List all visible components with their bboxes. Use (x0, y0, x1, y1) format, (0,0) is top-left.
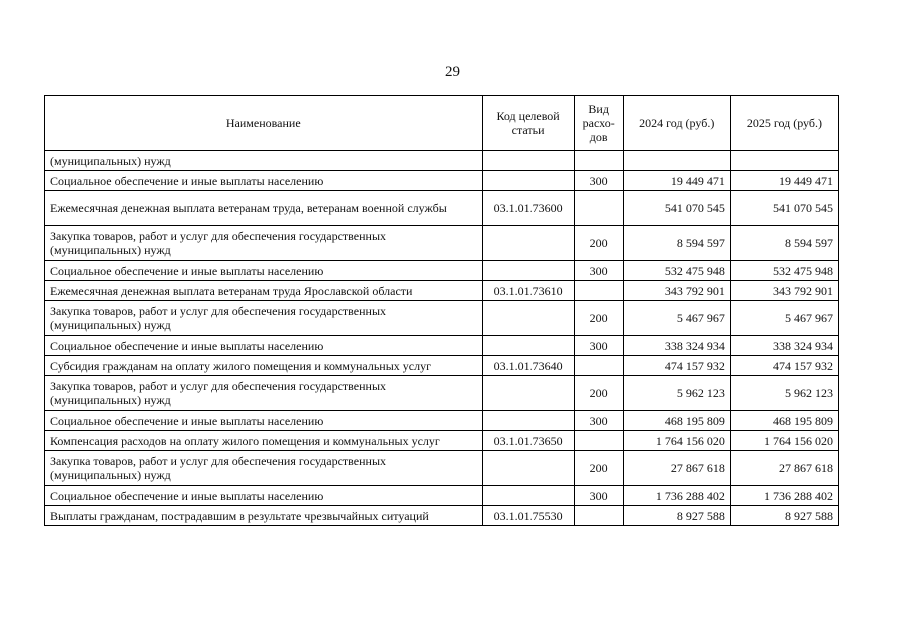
header-type: Вид расхо-дов (574, 96, 623, 151)
row-type: 300 (574, 171, 623, 191)
row-amount-2024: 5 962 123 (623, 376, 730, 411)
table-row (45, 171, 839, 191)
row-amount-2024: 5 467 967 (623, 301, 730, 336)
row-code (482, 486, 574, 506)
row-type: 300 (574, 486, 623, 506)
row-name: Компенсация расходов на оплату жилого помещения и коммунальных услуг (45, 431, 483, 451)
row-type: 300 (574, 336, 623, 356)
row-type (574, 506, 623, 526)
row-type (574, 151, 623, 171)
row-name: Социальное обеспечение и иные выплаты населению (45, 336, 483, 356)
row-code (482, 226, 574, 261)
row-type: 200 (574, 376, 623, 411)
table-header-row (45, 96, 839, 151)
row-amount-2024: 1 764 156 020 (623, 431, 730, 451)
row-code (482, 151, 574, 171)
row-type (574, 356, 623, 376)
table-row (45, 336, 839, 356)
row-amount-2025: 338 324 934 (730, 336, 838, 356)
header-code: Код целевой статьи (482, 96, 574, 151)
budget-table (44, 95, 839, 526)
table-row (45, 151, 839, 171)
row-name: Закупка товаров, работ и услуг для обеспечения государственных (муниципальных) нужд (45, 226, 483, 261)
row-type (574, 431, 623, 451)
row-name: Социальное обеспечение и иные выплаты населению (45, 411, 483, 431)
row-amount-2025: 474 157 932 (730, 356, 838, 376)
row-code (482, 171, 574, 191)
row-amount-2025: 8 927 588 (730, 506, 838, 526)
row-type (574, 191, 623, 226)
row-code (482, 411, 574, 431)
table-row (45, 486, 839, 506)
row-code: 03.1.01.73650 (482, 431, 574, 451)
row-amount-2025: 541 070 545 (730, 191, 838, 226)
table-row (45, 506, 839, 526)
header-year-2025: 2025 год (руб.) (730, 96, 838, 151)
row-name: Социальное обеспечение и иные выплаты населению (45, 171, 483, 191)
row-code (482, 336, 574, 356)
row-amount-2025: 1 764 156 020 (730, 431, 838, 451)
row-amount-2024: 343 792 901 (623, 281, 730, 301)
row-type: 200 (574, 451, 623, 486)
row-amount-2025: 27 867 618 (730, 451, 838, 486)
row-name: Закупка товаров, работ и услуг для обеспечения государственных (муниципальных) нужд (45, 301, 483, 336)
row-name: Социальное обеспечение и иные выплаты населению (45, 261, 483, 281)
header-name: Наименование (45, 96, 483, 151)
row-code (482, 261, 574, 281)
row-amount-2024: 474 157 932 (623, 356, 730, 376)
table-row (45, 431, 839, 451)
row-code (482, 451, 574, 486)
row-amount-2025: 532 475 948 (730, 261, 838, 281)
row-amount-2025: 5 467 967 (730, 301, 838, 336)
row-amount-2024: 19 449 471 (623, 171, 730, 191)
row-amount-2025: 19 449 471 (730, 171, 838, 191)
row-amount-2025: 5 962 123 (730, 376, 838, 411)
row-name: (муниципальных) нужд (45, 151, 483, 171)
row-amount-2025: 468 195 809 (730, 411, 838, 431)
row-type (574, 281, 623, 301)
row-amount-2025 (730, 151, 838, 171)
row-amount-2025: 343 792 901 (730, 281, 838, 301)
table-row (45, 356, 839, 376)
row-name: Ежемесячная денежная выплата ветеранам труда, ветеранам военной службы (45, 191, 483, 226)
row-name: Ежемесячная денежная выплата ветеранам труда Ярославской области (45, 281, 483, 301)
row-amount-2025: 1 736 288 402 (730, 486, 838, 506)
row-amount-2024: 541 070 545 (623, 191, 730, 226)
row-name: Закупка товаров, работ и услуг для обеспечения государственных (муниципальных) нужд (45, 376, 483, 411)
row-type: 300 (574, 261, 623, 281)
row-name: Выплаты гражданам, пострадавшим в результате чрезвычайных ситуаций (45, 506, 483, 526)
row-type: 200 (574, 301, 623, 336)
row-type: 200 (574, 226, 623, 261)
row-amount-2024: 338 324 934 (623, 336, 730, 356)
row-amount-2024: 532 475 948 (623, 261, 730, 281)
row-amount-2024: 1 736 288 402 (623, 486, 730, 506)
row-code: 03.1.01.73600 (482, 191, 574, 226)
table-row (45, 281, 839, 301)
table-row (45, 226, 839, 261)
table-row (45, 301, 839, 336)
table-row (45, 191, 839, 226)
row-code: 03.1.01.73640 (482, 356, 574, 376)
row-code: 03.1.01.73610 (482, 281, 574, 301)
row-code (482, 376, 574, 411)
row-amount-2025: 8 594 597 (730, 226, 838, 261)
row-amount-2024: 468 195 809 (623, 411, 730, 431)
row-type: 300 (574, 411, 623, 431)
table-row (45, 261, 839, 281)
page-number: 29 (445, 64, 460, 80)
row-amount-2024: 27 867 618 (623, 451, 730, 486)
row-name: Закупка товаров, работ и услуг для обеспечения государственных (муниципальных) нужд (45, 451, 483, 486)
table-row (45, 451, 839, 486)
row-code (482, 301, 574, 336)
row-code: 03.1.01.75530 (482, 506, 574, 526)
row-amount-2024: 8 594 597 (623, 226, 730, 261)
row-amount-2024 (623, 151, 730, 171)
table-row (45, 411, 839, 431)
row-name: Субсидия гражданам на оплату жилого помещения и коммунальных услуг (45, 356, 483, 376)
header-year-2024: 2024 год (руб.) (623, 96, 730, 151)
table-row (45, 376, 839, 411)
row-amount-2024: 8 927 588 (623, 506, 730, 526)
row-name: Социальное обеспечение и иные выплаты населению (45, 486, 483, 506)
